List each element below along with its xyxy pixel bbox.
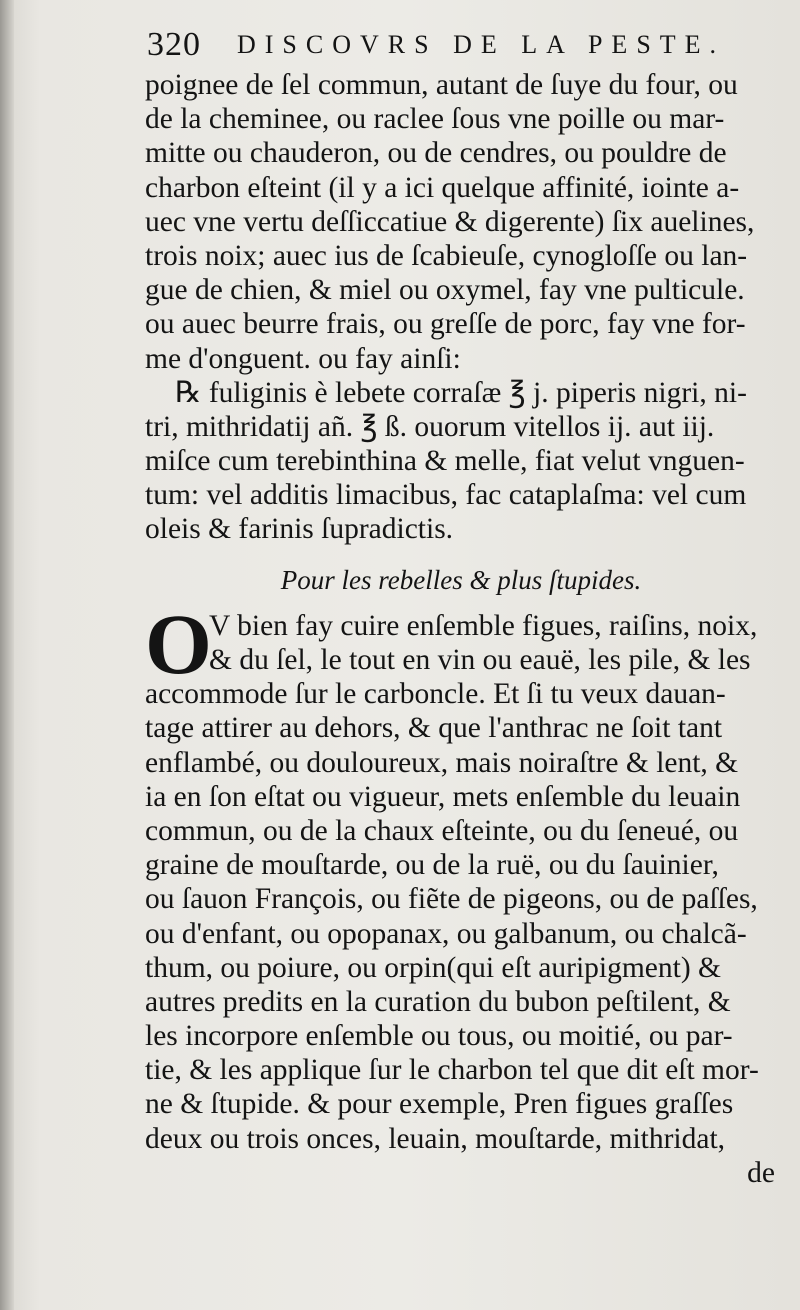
- text-line: ou auec beurre frais, ou greſſe de porc, fay vne for-: [145, 308, 746, 341]
- text-line: ou d'enfant, ou opopanax, ou galbanum, ou chalcã-: [145, 917, 747, 950]
- text-line: tum: vel additis limacibus, fac cataplaſma: vel cum: [145, 479, 747, 512]
- text-line: tie, & les applique ſur le charbon tel que dit eſt mor-: [145, 1054, 759, 1087]
- text-line: & du ſel, le tout en vin ou eauë, les pile, & les: [209, 644, 751, 676]
- page-header: [147, 22, 767, 68]
- text-line: mitte ou chauderon, ou de cendres, ou pouldre de: [145, 137, 727, 170]
- paragraph-1: [145, 68, 777, 376]
- page-number: 320: [147, 26, 201, 63]
- text-block: [145, 68, 777, 1190]
- section-heading: Pour les rebelles & plus ſtupides.: [280, 564, 642, 595]
- text-line: enflambé, ou douloureux, mais noiraſtre & lent, &: [145, 746, 739, 779]
- text-line: uec vne vertu deſſiccatiue & digerente) ſix auelines,: [145, 205, 755, 238]
- text-line: poignee de ſel commun, autant de ſuye du four, ou: [145, 69, 738, 101]
- text-line: charbon eſteint (il y a ici quelque affinité, iointe a-: [145, 171, 740, 204]
- text-line: trois noix; auec ius de ſcabieuſe, cynogloſſe ou lan-: [145, 239, 748, 272]
- text-line: ou ſauon François, ou fiẽte de pigeons, ou de paſſes,: [145, 883, 758, 916]
- paragraph-2: [145, 595, 777, 1156]
- text-line: me d'onguent. ou fay ainſi:: [145, 342, 461, 375]
- text-line: autres predits en la curation du bubon peſtilent, &: [145, 985, 731, 1018]
- text-line: tage attirer au dehors, & que l'anthrac ne ſoit tant: [145, 712, 723, 745]
- drop-cap: O: [145, 595, 212, 692]
- text-line: ia en ſon eſtat ou vigueur, mets enſemble du leuain: [145, 780, 741, 813]
- text-line: ne & ſtupide. & pour exemple, Pren figues graſſes: [145, 1088, 734, 1121]
- text-line: gue de chien, & miel ou oxymel, fay vne pulticule.: [145, 274, 745, 307]
- text-line: tri, mithridatij añ. ℥ ß. ouorum vitellos ij. aut iij.: [145, 410, 715, 443]
- text-line: accommode ſur le carboncle. Et ſi tu veux dauan-: [145, 678, 726, 711]
- text-line: graine de mouſtarde, ou de la ruë, ou du ſauinier,: [145, 849, 719, 882]
- binding-shadow: [0, 0, 14, 1310]
- text-line: de la cheminee, ou raclee ſous vne poille ou mar-: [145, 103, 725, 136]
- text-line: thum, ou poiure, ou orpin(qui eſt auripigment) &: [145, 951, 721, 984]
- text-line: les incorpore enſemble ou tous, ou moitié, ou par-: [145, 1020, 733, 1053]
- text-line: oleis & farinis ſupradictis.: [145, 513, 454, 546]
- catchword: de: [747, 1156, 775, 1189]
- recipe-paragraph: [145, 376, 777, 547]
- text-line: deux ou trois onces, leuain, mouſtarde, mithridat,: [145, 1122, 726, 1155]
- text-line: commun, ou de la chaux eſteinte, ou du ſeneué, ou: [145, 814, 739, 847]
- text-line: miſce cum terebinthina & melle, fiat velut vnguen-: [145, 445, 745, 478]
- text-line: V bien fay cuire enſemble figues, raiſins, noix,: [209, 609, 758, 642]
- text-line: ℞ fuliginis è lebete corraſæ ℥ j. piperis nigri, ni-: [175, 376, 747, 409]
- running-title: DISCOVRS DE LA PESTE.: [237, 30, 726, 59]
